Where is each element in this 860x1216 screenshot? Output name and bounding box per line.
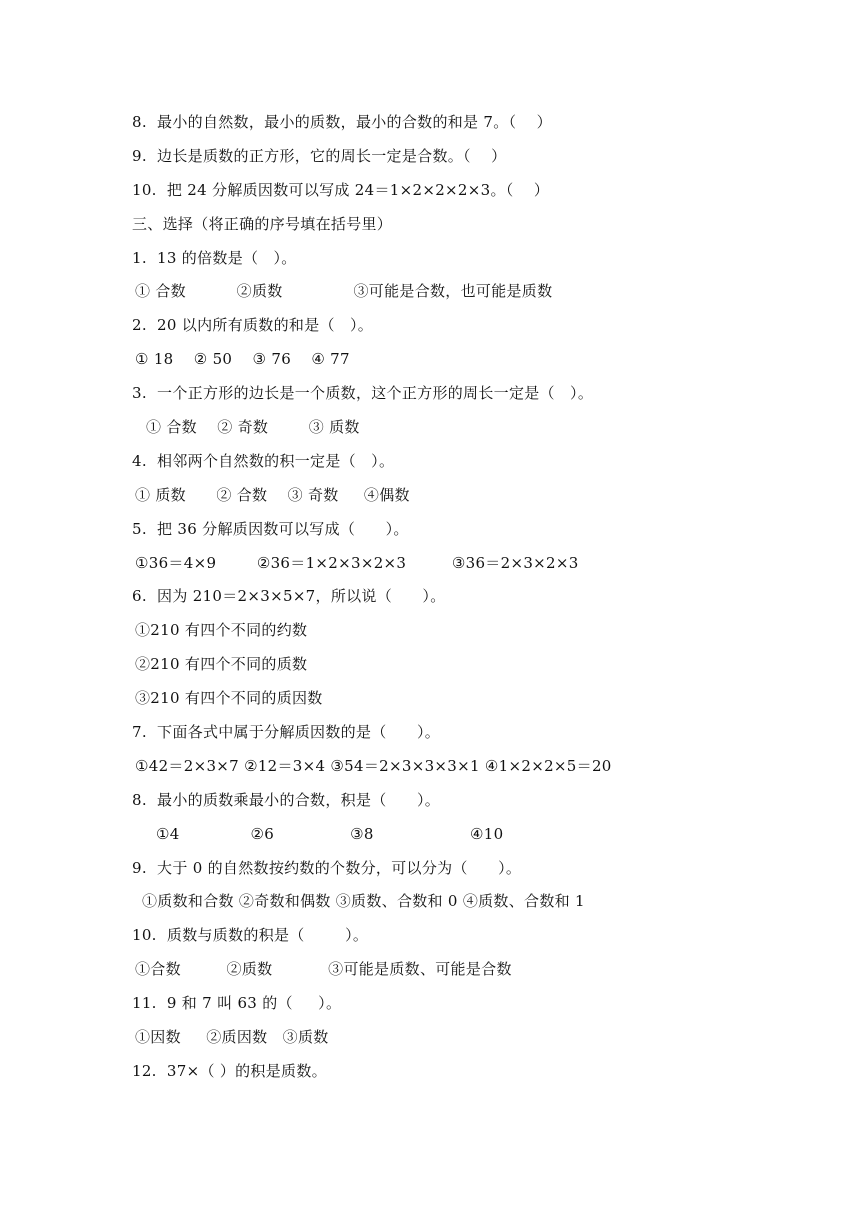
judge-question-8: 8. 最小的自然数，最小的质数，最小的合数的和是 7。（ ） — [132, 113, 552, 131]
choice-question-1: 1. 13 的倍数是（ ）。 — [132, 248, 297, 267]
choice-options-4: ① 质数 ② 合数 ③ 奇数 ④偶数 — [135, 485, 410, 504]
judge-question-10: 10. 把 24 分解质因数可以写成 24＝1×2×2×2×3。（ ） — [132, 180, 550, 199]
choice-question-9: 9. 大于 0 的自然数按约数的个数分，可以分为（ ）。 — [132, 858, 522, 877]
choice-options-7: ①42＝2×3×7 ②12＝3×4 ③54＝2×3×3×3×1 ④1×2×2×5＝20 — [135, 756, 612, 775]
question-list — [0, 106, 860, 1089]
choice-option-6-3: ③210 有四个不同的质因数 — [135, 689, 323, 708]
choice-option-6-1: ①210 有四个不同的约数 — [135, 621, 308, 640]
choice-question-2: 2. 20 以内所有质数的和是（ ）。 — [132, 316, 374, 335]
judge-question-9: 9. 边长是质数的正方形，它的周长一定是合数。（ ） — [132, 146, 507, 165]
choice-option-6-2: ②210 有四个不同的质数 — [135, 655, 308, 674]
choice-options-11: ①因数 ②质因数 ③质数 — [135, 1028, 329, 1047]
choice-question-8: 8. 最小的质数乘最小的合数，积是（ ）。 — [132, 790, 441, 809]
choice-question-3: 3. 一个正方形的边长是一个质数，这个正方形的周长一定是（ ）。 — [132, 384, 594, 403]
choice-question-12: 12. 37×（ ）的积是质数。 — [132, 1061, 327, 1080]
choice-options-9: ①质数和合数 ②奇数和偶数 ③质数、合数和 0 ④质数、合数和 1 — [142, 892, 585, 911]
section-heading-choice: 三、选择（将正确的序号填在括号里） — [132, 214, 393, 233]
choice-options-2: ① 18 ② 50 ③ 76 ④ 77 — [135, 350, 350, 369]
choice-options-1: ① 合数 ②质数 ③可能是合数，也可能是质数 — [135, 282, 553, 301]
choice-question-11: 11. 9 和 7 叫 63 的（ ）。 — [132, 994, 342, 1013]
choice-options-5: ①36＝4×9 ②36＝1×2×3×2×3 ③36＝2×3×2×3 — [135, 553, 579, 572]
choice-options-3: ① 合数 ② 奇数 ③ 质数 — [146, 418, 360, 437]
choice-question-5: 5. 把 36 分解质因数可以写成（ ）。 — [132, 519, 409, 538]
choice-question-7: 7. 下面各式中属于分解质因数的是（ ）。 — [132, 723, 441, 742]
choice-options-8: ①4 ②6 ③8 ④10 — [156, 824, 504, 843]
choice-question-6: 6. 因为 210＝2×3×5×7，所以说（ ）。 — [132, 587, 446, 606]
choice-question-4: 4. 相邻两个自然数的积一定是（ ）。 — [132, 451, 395, 470]
choice-question-10: 10. 质数与质数的积是（ ）。 — [132, 926, 369, 945]
choice-options-10: ①合数 ②质数 ③可能是质数、可能是合数 — [135, 960, 512, 979]
